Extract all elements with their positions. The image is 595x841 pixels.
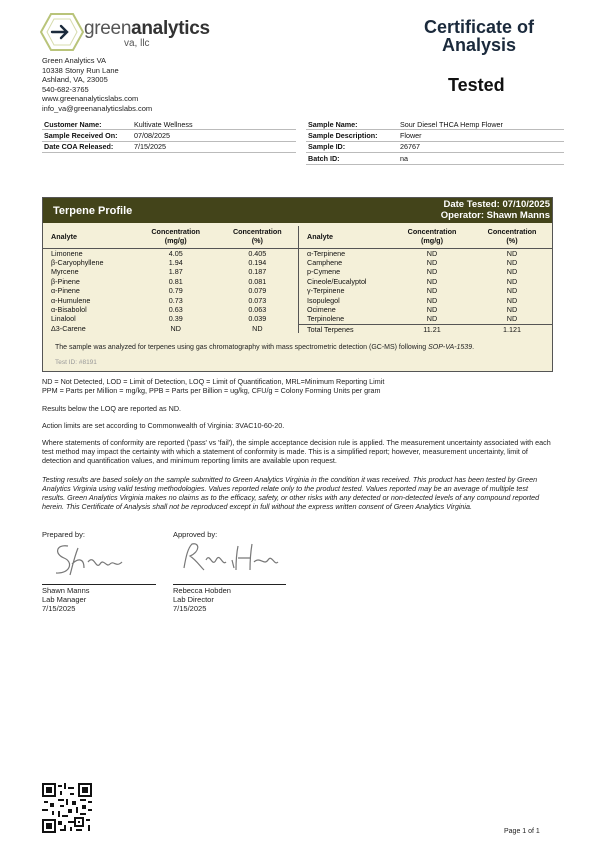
address-line: Ashland, VA, 23005	[42, 75, 108, 85]
terpene-row	[299, 277, 552, 286]
terpene-row	[43, 248, 299, 258]
pct-cell: ND	[506, 248, 518, 258]
approved-by-block	[173, 587, 231, 613]
pct-cell: ND	[506, 295, 518, 305]
analyte-cell: α-Bisabolol	[51, 305, 87, 315]
info-value: na	[398, 153, 564, 164]
analyte-cell: β-Caryophyllene	[51, 258, 104, 268]
analyte-cell: α-Humulene	[51, 295, 91, 305]
pct-cell: ND	[506, 314, 518, 324]
mg-cell: 0.63	[168, 305, 183, 315]
mg-cell: 11.21	[392, 324, 472, 334]
address-line: 10338 Stony Run Lane	[42, 65, 119, 75]
prepared-by-label: Prepared by:	[42, 530, 85, 539]
terpene-row	[299, 295, 552, 304]
info-value: 07/08/2025	[132, 130, 296, 141]
mg-cell: ND	[426, 286, 438, 296]
test-id: Test ID: #8191	[55, 359, 97, 366]
test-meta	[441, 199, 550, 221]
prepared-by-block	[42, 587, 90, 613]
info-value: Kultivate Wellness	[132, 119, 296, 130]
terpene-row	[43, 295, 299, 304]
pct-cell: 0.081	[248, 276, 267, 286]
customer-info-table	[42, 119, 296, 153]
terpene-row	[299, 258, 552, 267]
info-label: Sample Name:	[306, 119, 398, 130]
pct-cell: ND	[506, 286, 518, 296]
mg-cell: 4.05	[168, 248, 183, 258]
address-line: info_va@greenanalyticslabs.com	[42, 103, 153, 113]
pct-cell: 0.187	[248, 267, 267, 277]
pct-cell: ND	[506, 267, 518, 277]
info-value: Sour Diesel THCA Hemp Flower	[398, 119, 564, 130]
analyte-cell: Camphene	[307, 258, 343, 268]
signer-name: Shawn Manns	[42, 586, 90, 595]
info-label: Date COA Released:	[42, 141, 132, 152]
mg-cell: 0.73	[168, 295, 183, 305]
col-header-mg: Concentration (mg/g)	[135, 226, 217, 248]
qr-code-icon	[42, 783, 92, 833]
info-row	[306, 141, 564, 152]
analyte-cell: Linalool	[51, 314, 76, 324]
terpene-row	[43, 286, 299, 295]
analyte-cell: Ocimene	[307, 305, 336, 315]
info-label: Sample ID:	[306, 141, 398, 152]
mg-cell: 0.39	[168, 314, 183, 324]
legend-line: ND = Not Detected, LOD = Limit of Detection, LOQ = Limit of Quantification, MRL=Minimum Reporting Limit	[42, 377, 385, 386]
sample-info-table	[306, 119, 564, 165]
mg-cell: ND	[426, 314, 438, 324]
terpene-row	[299, 314, 552, 324]
terpene-row	[43, 305, 299, 314]
info-row	[306, 130, 564, 141]
analyte-cell: α-Pinene	[51, 286, 80, 296]
analyte-cell: Δ3-Carene	[51, 323, 86, 333]
panel-header	[43, 198, 552, 223]
action-limits-note: Action limits are set according to Commonwealth of Virginia: 3VAC10-60-20.	[42, 421, 285, 430]
logo-wordmark: greenanalytics	[84, 18, 210, 39]
address-line: Green Analytics VA	[42, 56, 107, 65]
mg-cell: 1.94	[168, 258, 183, 268]
analyte-cell: β-Pinene	[51, 276, 80, 286]
approved-by-label: Approved by:	[173, 530, 218, 539]
info-row	[306, 119, 564, 130]
terpene-row	[299, 324, 552, 334]
mg-cell: ND	[426, 276, 438, 286]
pct-cell: 0.405	[248, 248, 267, 258]
address-line: 540-682-3765	[42, 84, 89, 94]
mg-cell: 0.81	[168, 276, 183, 286]
mg-cell: 1.87	[168, 267, 183, 277]
conformity-note: Where statements of conformity are reported ('pass' vs 'fail'), the simple acceptance decision rule is applied. The measurement uncertainty associated with each test method may impact the certainty with which a statement of conformity is made. This is a simplified report; however, measurement uncertainty, limit of detection and quantification values, and minimum reporting limits are available upon request.	[42, 438, 551, 465]
legend-line: PPM = Parts per Million = mg/kg, PPB = Parts per Billion = ug/kg, CFU/g = Colony Forming Units per gram	[42, 386, 381, 395]
col-header-analyte: Analyte	[299, 226, 392, 248]
info-label: Sample Description:	[306, 130, 398, 141]
disclaimer-note: Testing results are based solely on the sample submitted to Green Analytics Virginia in the condition it was received. This product has been tested by Green Analytics Virginia using valid testing methodologies. Values reported relate only to the product tested. Values reported may be an average of multiple test results. Green Analytics Virginia makes no claims as to the efficacy, safety, or other risks with any detected or non-detected levels of any compound reported herein. This Certificate of Analysis shall not be reproduced except in full without the express written consent of Green Analytics Virginia.	[42, 475, 540, 511]
analyte-cell: Cineole/Eucalyptol	[307, 276, 367, 286]
operator: Operator: Shawn Manns	[440, 210, 550, 221]
info-row	[42, 130, 296, 141]
analyte-cell: γ-Terpinene	[307, 286, 345, 296]
info-row	[306, 153, 564, 164]
terpene-row	[299, 248, 552, 258]
analyte-cell: Isopulegol	[307, 295, 340, 305]
col-header-pct: Concentration (%)	[472, 226, 552, 248]
certificate-title: Certificate of Analysis	[423, 17, 535, 55]
prepared-signature-line	[42, 584, 156, 585]
analyte-cell: α-Terpinene	[307, 248, 346, 258]
terpene-row	[43, 324, 299, 333]
signature-rebecca-hobden	[178, 538, 288, 578]
pct-cell: 0.063	[248, 305, 267, 315]
mg-cell: ND	[426, 295, 438, 305]
panel-title: Terpene Profile	[53, 205, 133, 217]
signer-title: Lab Director	[173, 594, 214, 604]
logo-subtitle: va, llc	[124, 38, 150, 49]
col-header-analyte: Analyte	[43, 226, 135, 248]
terpene-table-left	[43, 226, 299, 333]
col-header-pct: Concentration (%)	[217, 226, 299, 248]
terpene-row	[299, 305, 552, 314]
info-row	[42, 119, 296, 130]
abbreviation-legend	[42, 377, 552, 395]
mg-cell: ND	[426, 305, 438, 315]
date-tested: Date Tested: 07/10/2025	[443, 199, 550, 210]
analyte-cell: Myrcene	[51, 267, 79, 277]
signature-shawn-manns	[48, 540, 138, 578]
analyte-cell: p-Cymene	[307, 267, 341, 277]
analyte-cell: Terpinolene	[307, 314, 345, 324]
info-value: Flower	[398, 130, 564, 141]
pct-cell: ND	[506, 258, 518, 268]
lab-address	[42, 56, 152, 114]
pct-cell: ND	[252, 323, 263, 333]
terpene-row	[43, 267, 299, 276]
info-value: 7/15/2025	[132, 141, 296, 152]
mg-cell: ND	[426, 258, 438, 268]
info-row	[42, 141, 296, 152]
pct-cell: ND	[506, 305, 518, 315]
info-value: 26767	[398, 141, 564, 152]
logo-hexagon-icon	[40, 12, 84, 52]
terpene-table-right	[299, 226, 552, 334]
terpene-row	[299, 286, 552, 295]
pct-cell: 0.079	[248, 286, 267, 296]
pct-cell: ND	[506, 276, 518, 286]
analyte-cell: Total Terpenes	[299, 324, 392, 334]
signer-date: 7/15/2025	[173, 603, 207, 613]
terpene-row	[43, 258, 299, 267]
pct-cell: 0.194	[248, 258, 267, 268]
pct-cell: 0.039	[248, 314, 267, 324]
info-label: Batch ID:	[306, 153, 398, 164]
mg-cell: ND	[170, 323, 181, 333]
mg-cell: 0.79	[168, 286, 183, 296]
mg-cell: ND	[426, 267, 438, 277]
terpene-row	[43, 314, 299, 323]
status-label: Tested	[448, 75, 505, 95]
signer-title: Lab Manager	[42, 594, 87, 604]
analyte-cell: Limonene	[51, 248, 83, 258]
approved-signature-line	[173, 584, 286, 585]
pct-cell: 1.121	[472, 324, 552, 334]
col-header-mg: Concentration (mg/g)	[392, 226, 472, 248]
page-number: Page 1 of 1	[504, 828, 540, 835]
terpene-profile-panel	[42, 197, 553, 372]
signer-name: Rebecca Hobden	[173, 586, 231, 595]
info-label: Customer Name:	[42, 119, 132, 130]
method-sop: SOP-VA-1539	[428, 344, 473, 351]
info-label: Sample Received On:	[42, 130, 132, 141]
address-line: www.greenanalyticslabs.com	[42, 94, 139, 104]
method-note: The sample was analyzed for terpenes using gas chromatography with mass spectrometric detection (GC-MS) following SOP-VA-1539.	[55, 344, 475, 351]
mg-cell: ND	[426, 248, 438, 258]
loq-note: Results below the LOQ are reported as ND.	[42, 404, 182, 413]
terpene-row	[299, 267, 552, 276]
signer-date: 7/15/2025	[42, 603, 76, 613]
pct-cell: 0.073	[248, 295, 267, 305]
terpene-row	[43, 277, 299, 286]
